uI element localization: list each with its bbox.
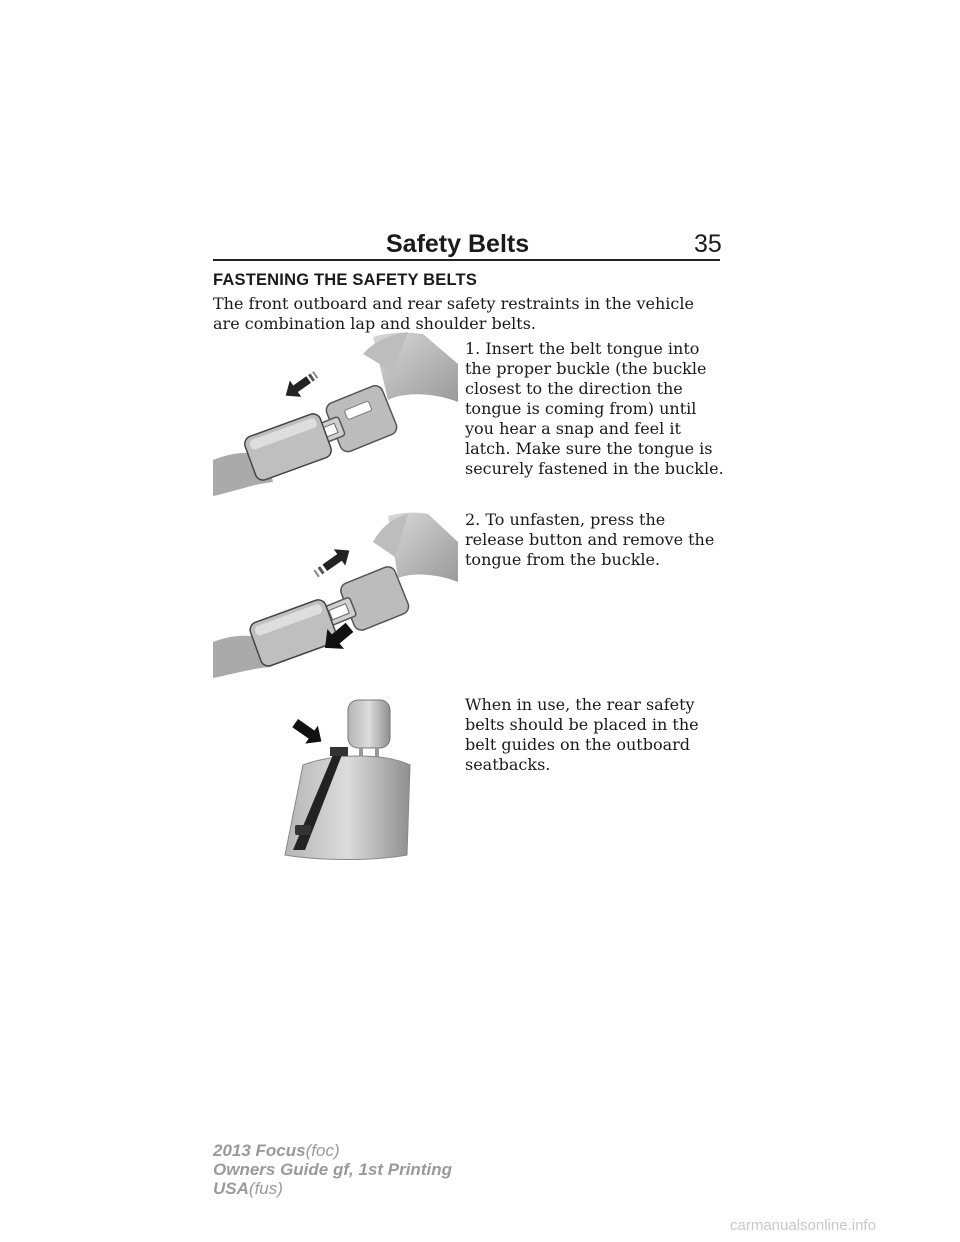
section-heading: FASTENING THE SAFETY BELTS (213, 271, 478, 289)
footer-market: USA (213, 1179, 249, 1198)
footer-line-2 (213, 1160, 452, 1179)
header-title: Safety Belts (386, 230, 530, 258)
intro-paragraph: The front outboard and rear safety restraints in the vehicle are combination lap and shoulder belts. (213, 294, 694, 333)
footer-line-3 (213, 1179, 452, 1198)
header-rule (213, 259, 720, 261)
footer-model: 2013 Focus (213, 1141, 306, 1160)
step-3-text: When in use, the rear safety belts should be placed in the belt guides on the outboard seatbacks. (465, 695, 699, 774)
seat-belt-release-illustration (213, 512, 458, 678)
seat-belt-insert-illustration (213, 332, 458, 496)
footer-model-code: (foc) (305, 1141, 340, 1160)
rear-seat-belt-guide-illustration (275, 695, 425, 860)
page-number: 35 (694, 230, 722, 258)
watermark: carmanualsonline.info (730, 1217, 876, 1234)
step-2-text: 2. To unfasten, press the release button and remove the tongue from the buckle. (465, 510, 715, 569)
step-1-text: 1. Insert the belt tongue into the proper buckle (the buckle closest to the direction the tongue is coming from) until you hear a snap and feel it latch. Make sure the tongue is securely fastened in the buckle. (465, 339, 724, 478)
footer-line-1 (213, 1141, 452, 1160)
footer-edition: Owners Guide gf, 1st Printing (213, 1160, 452, 1179)
footer (213, 1141, 452, 1198)
footer-market-code: (fus) (248, 1179, 283, 1198)
